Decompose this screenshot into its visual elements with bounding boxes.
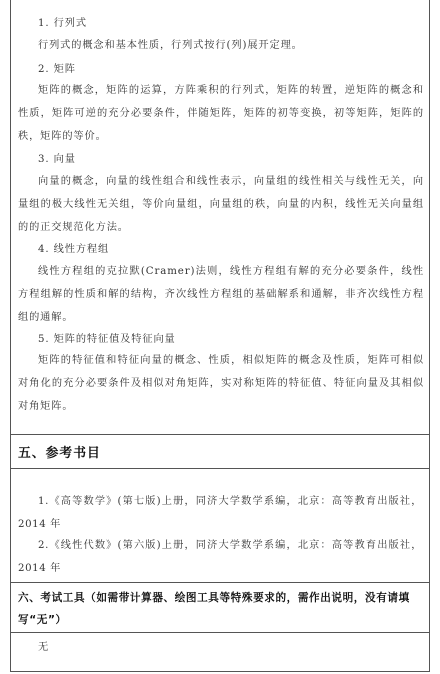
tools-heading: 六、考试工具（如需带计算器、绘图工具等特殊要求的，需作出说明，没有请填写“无”） — [18, 592, 410, 626]
section-4-body: 线性方程组的克拉默(Cramer)法则，线性方程组有解的充分必要条件，线性方程组解的性质和解的结构，齐次线性方程组的基础解系和通解，非齐次线性方程组的通解。 — [18, 266, 424, 323]
section-2-title: 2. 矩阵 — [38, 64, 76, 75]
divider — [10, 468, 430, 469]
section-1-title: 1. 行列式 — [38, 18, 87, 29]
references-heading: 五、参考书目 — [18, 446, 101, 461]
reference-item-2: 2.《线性代数》(第六版)上册，同济大学数学系编，北京：高等教育出版社，2014 年 — [18, 540, 422, 574]
divider — [10, 582, 430, 583]
section-1-body: 行列式的概念和基本性质，行列式按行(列)展开定理。 — [38, 40, 303, 51]
divider — [10, 434, 430, 435]
section-3-title: 3. 向量 — [38, 154, 76, 165]
section-5-title: 5. 矩阵的特征值及特征向量 — [38, 334, 176, 345]
section-2-body: 矩阵的概念，矩阵的运算，方阵乘积的行列式，矩阵的转置，逆矩阵的概念和性质，矩阵可逆的充分必要条件，伴随矩阵，矩阵的初等变换，初等矩阵，矩阵的秩，矩阵的等价。 — [18, 85, 424, 142]
tools-answer: 无 — [38, 642, 50, 653]
section-3-body: 向量的概念，向量的线性组合和线性表示，向量组的线性相关与线性无关，向量组的极大线性无关组，等价向量组，向量组的秩，向量的内积，线性无关向量组的的正交规范化方法。 — [18, 176, 424, 233]
divider — [10, 632, 430, 633]
section-5-body: 矩阵的特征值和特征向量的概念、性质，相似矩阵的概念及性质，矩阵可相似对角化的充分必要条件及相似对角矩阵，实对称矩阵的特征值、特征向量及其相似对角矩阵。 — [18, 355, 424, 412]
reference-item-1: 1.《高等数学》(第七版)上册，同济大学数学系编，北京：高等教育出版社，2014 年 — [18, 496, 422, 530]
section-4-title: 4. 线性方程组 — [38, 244, 110, 255]
